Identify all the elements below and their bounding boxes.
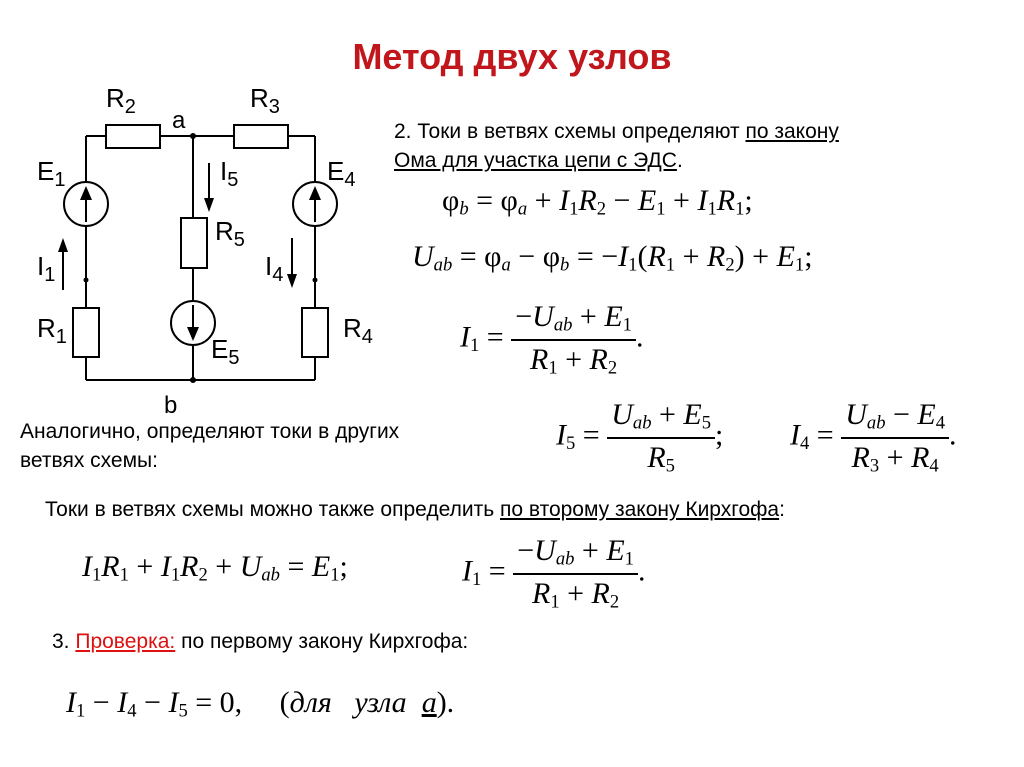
kirchhoff2-link[interactable]: по второму закону Кирхгофа — [499, 498, 780, 521]
label-e1: $E_1$ — [37, 156, 66, 191]
step2-text: 2. Токи в ветвях схемы определяют по закону Ома для участка цепи с ЭДС. — [394, 120, 839, 172]
formula-i5: $I_5$ = $\frac{U_{ab} + E_5}{R_5}$ ; — [556, 398, 724, 477]
emf-source-e4 — [293, 182, 337, 226]
label-node-b: b — [164, 392, 178, 419]
formula-i1-kvl: $I_1$ = $\frac{-U_{ab} + E_1}{R_1 + R_2}$ . — [462, 534, 646, 613]
label-node-a: a — [172, 107, 186, 134]
analog-text: Аналогично, определяют токи в других ветвях схемы: — [20, 420, 400, 472]
page-title: Метод двух узлов — [352, 36, 672, 77]
step3-text: 3. Проверка: по первому закону Кирхгофа: — [52, 630, 469, 653]
formula-i4: $I_4$ = $\frac{U_{ab} - E_4}{R_3 + R_4}$ . — [790, 398, 957, 477]
label-r3: $R_3$ — [250, 83, 280, 118]
current-arrow-i4 — [287, 238, 297, 288]
resistor-r1 — [73, 308, 99, 357]
current-arrow-i5 — [204, 163, 214, 212]
label-e5: $E_5$ — [211, 334, 240, 369]
label-i5: $I_5$ — [220, 156, 239, 191]
emf-source-e1 — [64, 182, 108, 226]
label-r5: $R_5$ — [215, 216, 245, 251]
formula-check: $I_1 - I_4 - I_5 = 0$, (для узла а). — [66, 686, 455, 722]
resistor-r2 — [106, 125, 160, 148]
resistor-r5 — [181, 218, 207, 268]
label-i4: $I_4$ — [265, 251, 284, 286]
formula-phi-b: $\varphi_b = \varphi_a + I_1R_2 - E_1 + I_1R_1$; — [442, 184, 753, 220]
current-arrow-i1 — [58, 238, 68, 290]
node-b-dot — [190, 377, 196, 383]
label-i1: $I_1$ — [37, 251, 56, 286]
circuit-diagram — [0, 0, 400, 420]
kirchhoff2-text: Токи в ветвях схемы можно также определить по второму закону Кирхгофа: — [45, 498, 785, 521]
formula-i1-ohm: $I_1$ = $\frac{-U_{ab} + E_1}{R_1 + R_2}$ . — [460, 300, 644, 379]
formula-u-ab: $U_{ab} = \varphi_a - \varphi_b = -I_1(R_1 + R_2) + E_1$; — [412, 240, 813, 276]
formula-kvl: $I_1R_1 + I_1R_2 + U_{ab} = E_1$; — [82, 550, 348, 586]
label-r4: $R_4$ — [343, 313, 373, 348]
ohm-law-link[interactable]: по закону — [745, 120, 839, 143]
label-r2: $R_2$ — [106, 83, 136, 118]
label-r1: $R_1$ — [37, 313, 67, 348]
node-a-dot — [190, 133, 196, 139]
resistor-r3 — [234, 125, 288, 148]
resistor-r4 — [302, 308, 328, 357]
emf-source-e5 — [171, 301, 215, 345]
check-link[interactable]: Проверка: — [75, 630, 176, 653]
label-e4: $E_4$ — [327, 156, 356, 191]
ohm-law-link-cont[interactable]: Ома для участка цепи с ЭДС — [394, 149, 677, 172]
